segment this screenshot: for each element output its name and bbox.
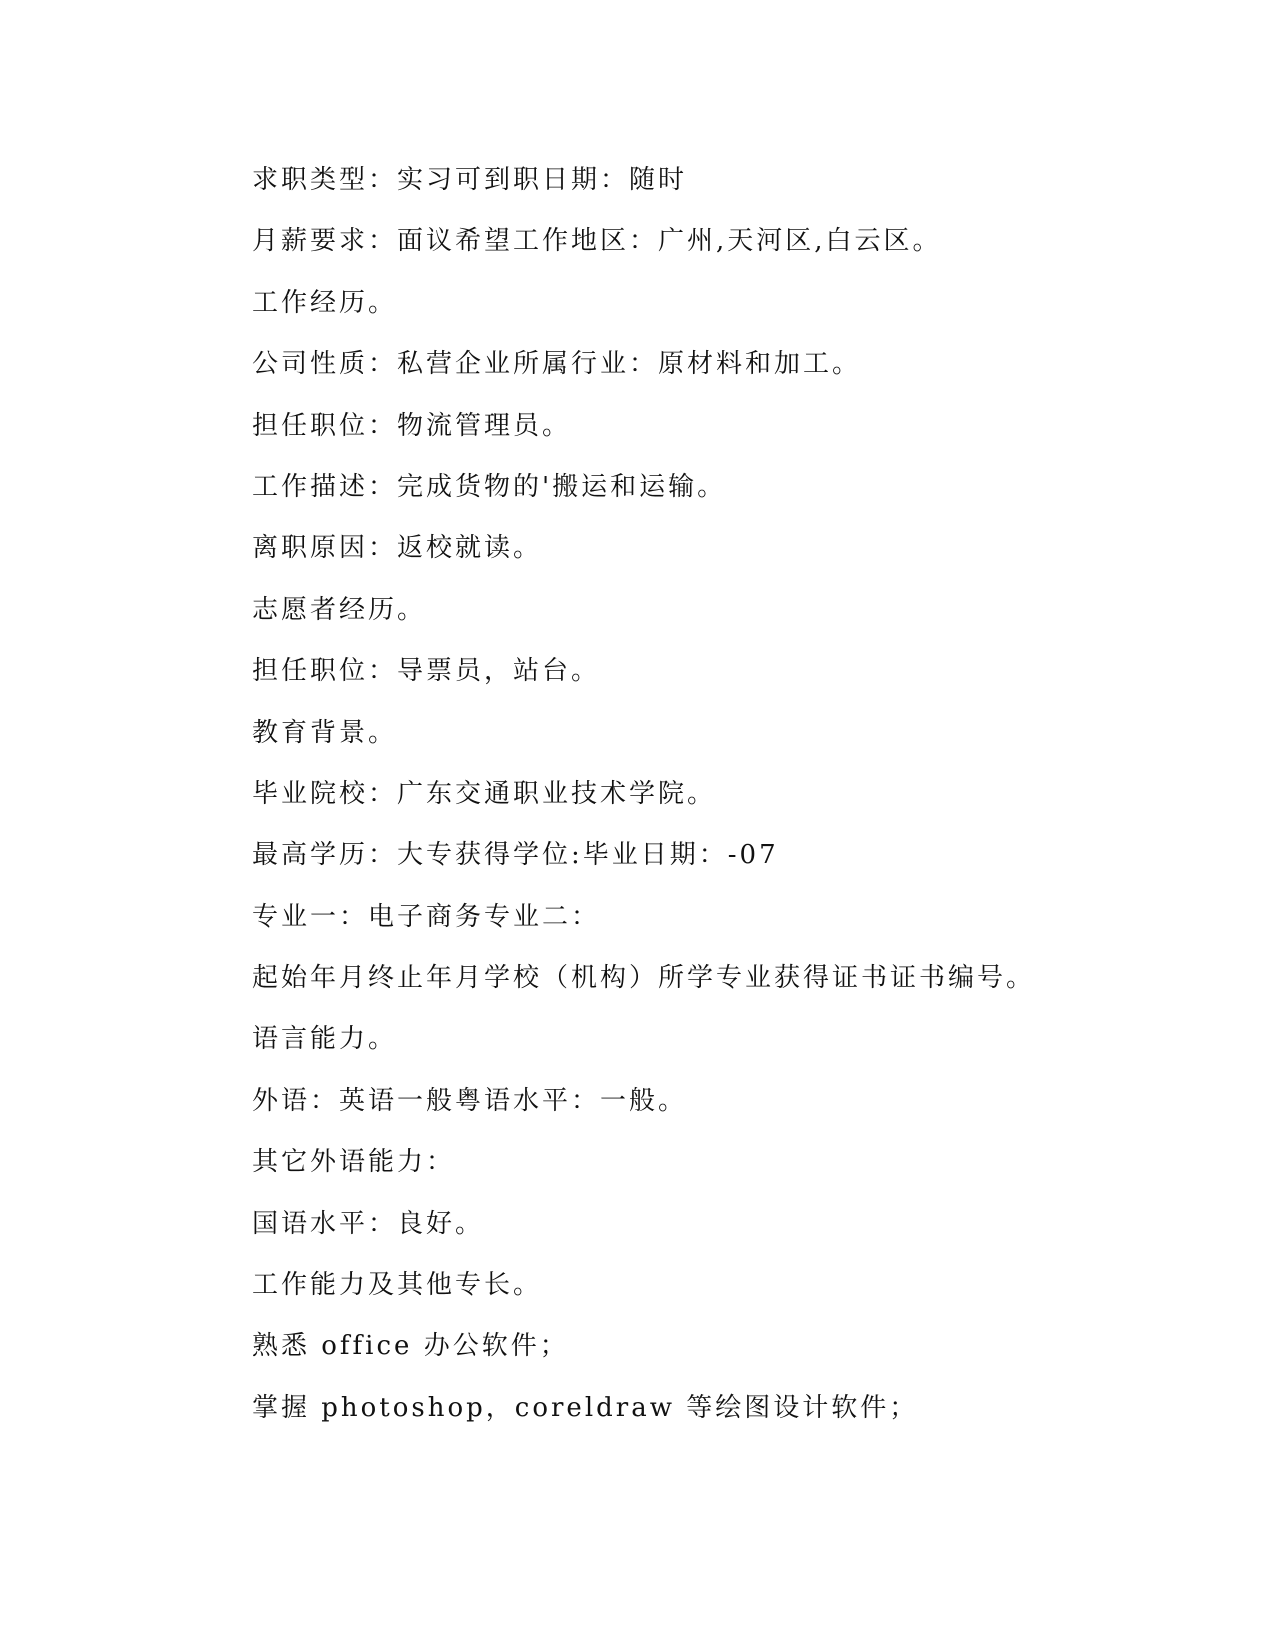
text-line-salary: 月薪要求：面议希望工作地区：广州,天河区,白云区。 (252, 226, 942, 257)
text-line-training-header: 起始年月终止年月学校（机构）所学专业获得证书证书编号。 (252, 963, 1036, 994)
text-line-volunteer-position: 担任职位：导票员，站台。 (252, 656, 601, 687)
section-heading-language: 语言能力。 (252, 1024, 398, 1055)
text-line-mandarin: 国语水平：良好。 (252, 1208, 485, 1239)
text-line-job-description: 工作描述：完成货物的'搬运和运输。 (252, 471, 727, 502)
section-heading-volunteer: 志愿者经历。 (252, 594, 427, 625)
section-heading-skills: 工作能力及其他专长。 (252, 1270, 543, 1301)
text-line-job-type: 求职类型：实习可到职日期：随时 (252, 165, 688, 195)
text-line-leave-reason: 离职原因：返校就读。 (252, 533, 543, 564)
section-heading-work-experience: 工作经历。 (252, 287, 398, 318)
text-line-skill-office: 熟悉 office 办公软件； (252, 1331, 569, 1362)
text-line-major: 专业一：电子商务专业二： (252, 901, 601, 932)
document-body (252, 158, 1212, 1447)
text-line-company-type: 公司性质：私营企业所属行业：原材料和加工。 (252, 349, 862, 380)
text-line-other-language: 其它外语能力： (252, 1147, 456, 1178)
text-line-degree: 最高学历：大专获得学位:毕业日期：-07 (252, 840, 779, 871)
text-line-skill-design: 掌握 photoshop，coreldraw 等绘图设计软件； (252, 1392, 919, 1423)
text-line-foreign-language: 外语：英语一般粤语水平：一般。 (252, 1085, 688, 1116)
text-line-position: 担任职位：物流管理员。 (252, 410, 572, 441)
text-line-school: 毕业院校：广东交通职业技术学院。 (252, 778, 717, 809)
section-heading-education: 教育背景。 (252, 717, 398, 748)
